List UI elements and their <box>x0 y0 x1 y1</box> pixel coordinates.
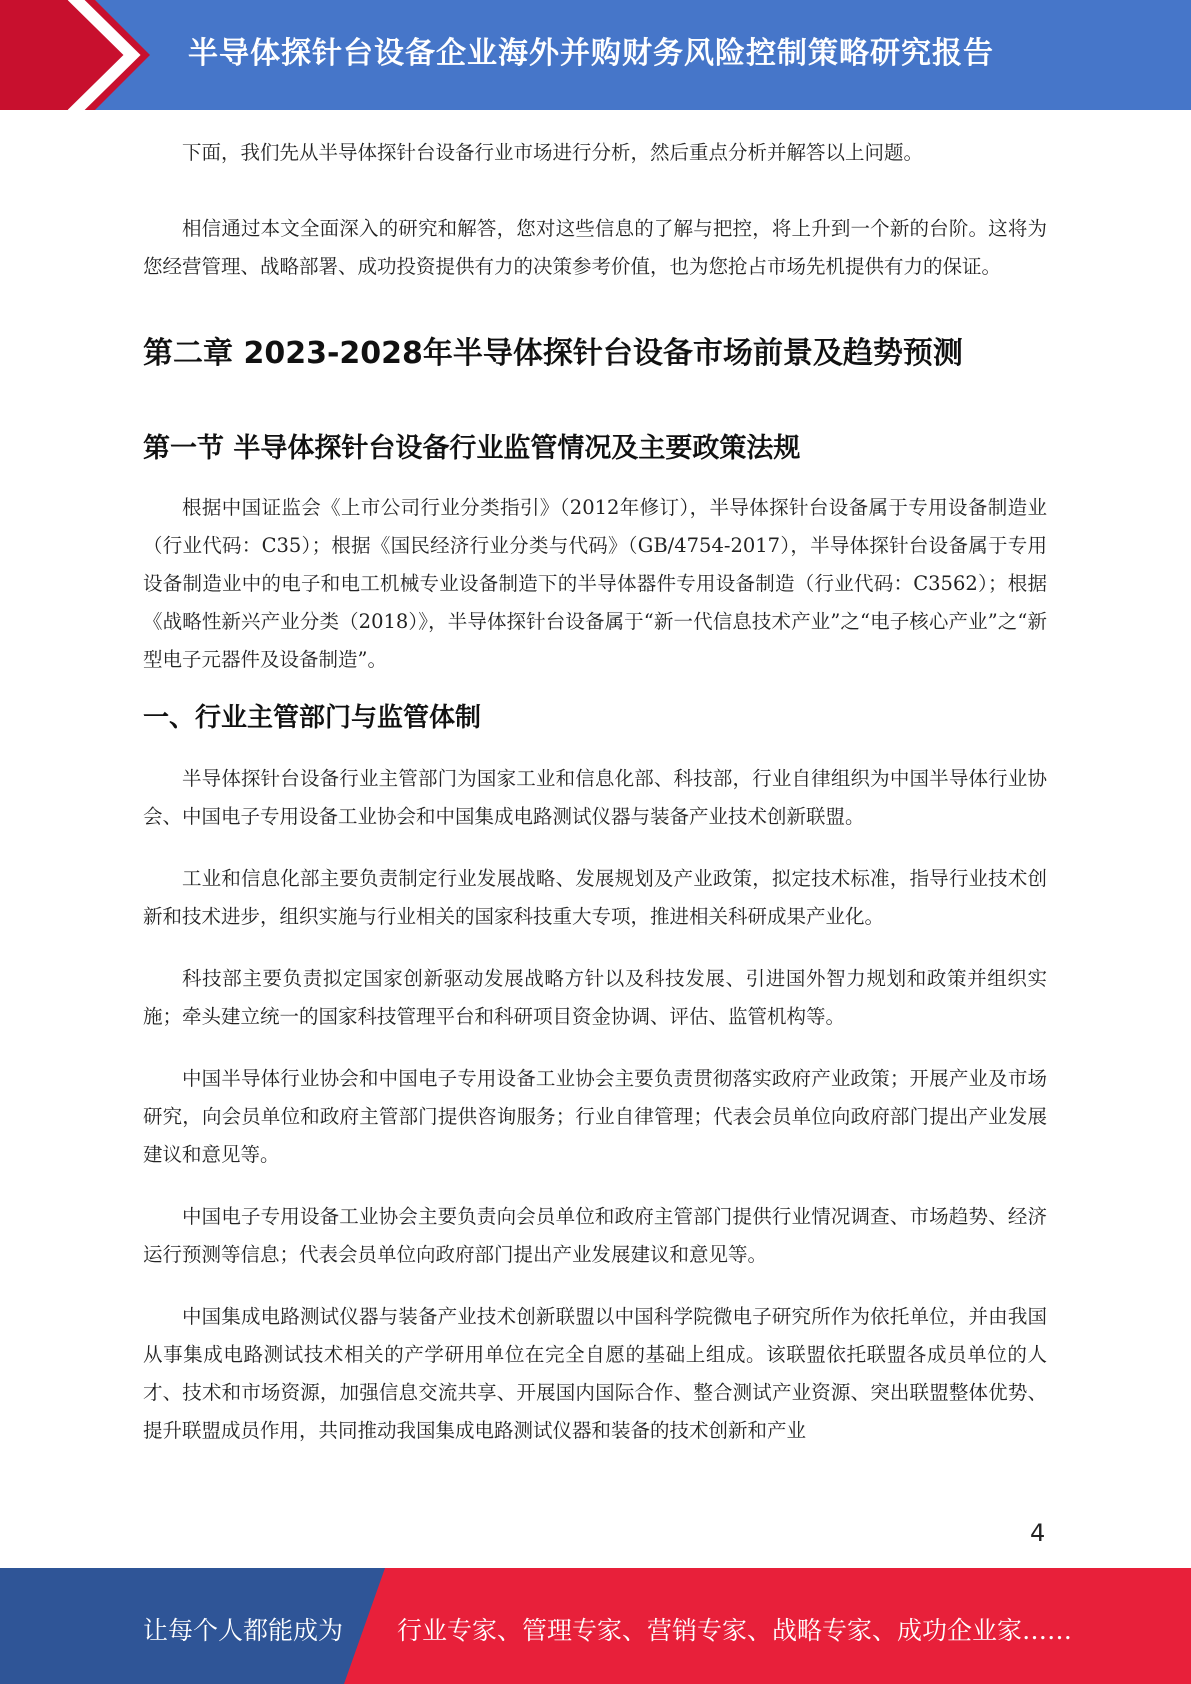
chapter-title: 第二章 2023-2028年半导体探针台设备市场前景及趋势预测 <box>143 336 963 371</box>
body-paragraph: 中国集成电路测试仪器与装备产业技术创新联盟以中国科学院微电子研究所作为依托单位，并由我国从事集成电路测试技术相关的产学研用单位在完全自愿的基础上组成。该联盟依托联盟各成员单位的人才、技术和市场资源，加强信息交流共享、开展国内国际合作、整合测试产业资源、突出联盟整体优势、提升联盟成员作用，共同推动我国集成电路测试仪器和装备的技术创新和产业 <box>143 1305 1047 1442</box>
chevron-arrow-icon <box>0 0 160 110</box>
page-body <box>143 128 1047 1450</box>
page-number: 4 <box>1030 1519 1046 1547</box>
footer-slogan-left: 让每个人都能成为 <box>143 1616 344 1645</box>
body-paragraph: 中国半导体行业协会和中国电子专用设备工业协会主要负责贯彻落实政府产业政策；开展产业及市场研究，向会员单位和政府主管部门提供咨询服务；行业自律管理；代表会员单位向政府部门提出产业发展建议和意见等。 <box>143 1067 1047 1166</box>
footer-slogan-right: 行业专家、管理专家、营销专家、战略专家、成功企业家…… <box>397 1616 1073 1645</box>
intro-paragraph: 相信通过本文全面深入的研究和解答，您对这些信息的了解与把控，将上升到一个新的台阶。这将为您经营管理、战略部署、成功投资提供有力的决策参考价值，也为您抢占市场先机提供有力的保证。 <box>143 217 1047 278</box>
intro-paragraph: 下面，我们先从半导体探针台设备行业市场进行分析，然后重点分析并解答以上问题。 <box>182 141 924 164</box>
body-paragraph: 科技部主要负责拟定国家创新驱动发展战略方针以及科技发展、引进国外智力规划和政策并组织实施；牵头建立统一的国家科技管理平台和科研项目资金协调、评估、监管机构等。 <box>143 967 1047 1028</box>
body-paragraph: 中国电子专用设备工业协会主要负责向会员单位和政府主管部门提供行业情况调查、市场趋势、经济运行预测等信息；代表会员单位向政府部门提出产业发展建议和意见等。 <box>143 1205 1047 1266</box>
page-header <box>0 0 1191 110</box>
subsection-title: 一、行业主管部门与监管体制 <box>143 703 482 733</box>
body-paragraph: 工业和信息化部主要负责制定行业发展战略、发展规划及产业政策，拟定技术标准，指导行业技术创新和技术进步，组织实施与行业相关的国家科技重大专项，推进相关科研成果产业化。 <box>143 867 1047 928</box>
report-title: 半导体探针台设备企业海外并购财务风险控制策略研究报告 <box>188 36 994 71</box>
section-title: 第一节 半导体探针台设备行业监管情况及主要政策法规 <box>143 433 801 464</box>
body-paragraph: 半导体探针台设备行业主管部门为国家工业和信息化部、科技部，行业自律组织为中国半导体行业协会、中国电子专用设备工业协会和中国集成电路测试仪器与装备产业技术创新联盟。 <box>143 767 1047 828</box>
section-paragraph: 根据中国证监会《上市公司行业分类指引》（2012年修订），半导体探针台设备属于专用设备制造业（行业代码：C35）；根据《国民经济行业分类与代码》（GB/4754-2017），半导体探针台设备属于专用设备制造业中的电子和电工机械专业设备制造下的半导体器件专用设备制造（行业代码：C3562）；根据《战略性新兴产业分类（2018）》，半导体探针台设备属于“新一代信息技术产业”之“电子核心产业”之“新型电子元器件及设备制造”。 <box>143 496 1047 671</box>
page-footer <box>0 1568 1191 1684</box>
